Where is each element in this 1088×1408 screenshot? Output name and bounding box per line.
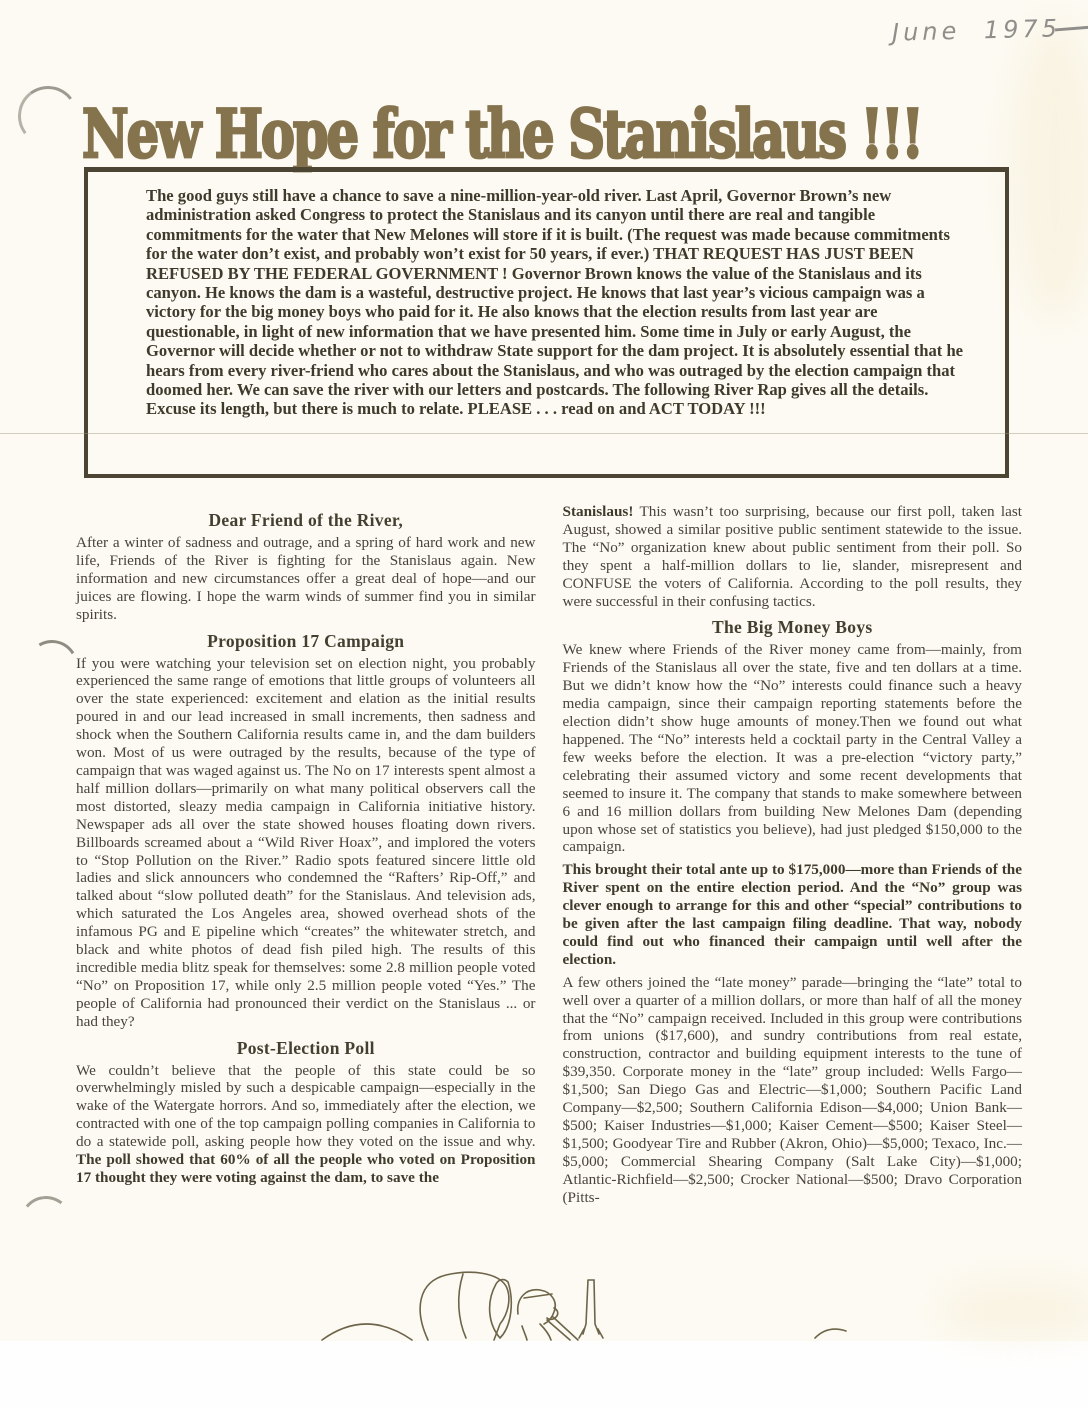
para-poll-bold: The poll showed that 60% of all the people who voted on Proposition 17 thought they were voting against the dam, to save the [76, 1151, 536, 1186]
handwritten-date-text: June 1975 [891, 14, 1062, 47]
scan-stain [1010, 20, 1088, 320]
para-total-ante: This brought their total ante up to $175,000—more than Friends of the River spent on the entire election period. And the “No” group was clever enough to arrange for this and other “special” contributions to be given after the last campaign filing deadline. That way, nobody could find out who financed their campaign until well after the election. [562, 861, 1022, 968]
handwritten-date [892, 13, 1088, 46]
para-poll-regular: We couldn’t believe that the people of this state could be so overwhelmingly misled by such a despicable campaign—especially in the wake of the Watergate horrors. And so, immediately after the election, we contracted with one of the top campaign polling companies in California to do a statewide poll, asking people how they voted on the issue and why. [76, 1061, 536, 1151]
rafter-illustration [300, 1268, 860, 1342]
body-columns [76, 503, 1022, 1212]
right-column [563, 503, 1023, 1212]
punch-hole-top [14, 82, 82, 150]
para-post-election-poll [76, 1062, 536, 1187]
para-dear-friend: After a winter of sadness and outrage, and a spring of hard work and new life, Friends of the River is fighting for the Stanislaus again. New information and new circumstances offer a great deal of hope—and our juices are flowing. I hope the warm winds of summer find you in similar spirits. [76, 534, 536, 623]
para-late-money: A few others joined the “late money” parade—bringing the “late” total to well over a quarter of a million dollars, or more than half of all the money that the “No” campaign received. Included in this group were contributions from unions ($17,600), and sundry contributions from real estate, construction, contractor and building equipment interests to the tune of $39,350. Corporate money in the “late” group included: Wells Fargo—$1,500; San Diego Gas and Electric—$1,000; Southern Pacific Land Company—$2,500; Southern California Edison—$4,000; Union Bank—$500; Kaiser Industries—$1,000; Kaiser Cement—$500; Kaiser Steel—$1,500; Goodyear Tire and Rubber (Akron, Ohio)—$5,000; Texaco, Inc.—$5,000; Commercial Shearing Company (Salt Lake City)—$1,000; Atlantic-Richfield—$2,500; Crocker National—$500; Dravo Corporation (Pitts- [562, 973, 1022, 1206]
scan-stain [940, 1280, 1088, 1340]
para-poll-continuation [563, 503, 1023, 610]
page-title: New Hope for the Stanislaus !!! [82, 96, 922, 174]
heading-dear-friend: Dear Friend of the River, [208, 510, 404, 530]
para-big-money: We knew where Friends of the River money came from—mainly, from Friends of the Stanislaus all over the state, five and ten dollars at a time. But we didn’t know how the “No” interests could finance such a heavy media campaign, since their campaign reporting statements before the election didn’t show huge amounts of money.Then we found out what happened. The “No” interests held a cocktail party in the Central Valley a few weeks before the election. It was a pre-election “victory party,” celebrating their assumed victory and some recent developments that seemed to insure it. The company that stands to make somewhere between 6 and 16 million dollars from building New Melones Dam (depending upon whose set of statistics you believe), had just pledged $150,000 to the campaign. [562, 641, 1022, 856]
left-column [76, 503, 536, 1212]
intro-box [84, 167, 1009, 478]
punch-hole-bottom [17, 1193, 74, 1250]
heading-proposition-17: Proposition 17 Campaign [207, 630, 405, 651]
para-proposition-17: If you were watching your television set on election night, you probably experienced the same range of emotions that little groups of volunteers all over the state experienced: excitement and elation as the initial results poured in and our lead increased in small increments, then sadness and shock when the Southern California results came in, and the dam builders won. Most of us were outraged by the results, because of the type of campaign that was waged against us. The No on 17 interests spent almost a half million dollars—primarily on what many political observers call the most distorted, sleazy media campaign in California initiative history. Newspaper ads all over the state showed houses floating down rivers. Billboards screamed about a “Wild River Hoax”, and implored the voters to “Stop Pollution on the River.” Radio spots featured sincere little old ladies and slick announcers who condemned the “Rafters’ Rip-Off,” and talked about “slow polluted death” for the Stanislaus. And television ads, which saturated the Los Angeles area, showed overhead shots of the infamous PG and E pipeline which “creates” the whitewater stretch, and black and white photos of dead fish piled high. The results of this incredible media blitz speak for themselves: some 2.8 million people voted “No” on Proposition 17, while only 2.5 million people voted “Yes.” The people of California had pronounced their verdict on the Stanislaus ... or had they? [76, 654, 536, 1030]
page-bottom-edge [0, 1341, 1088, 1408]
para-continuation-body: This wasn’t too surprising, because our first poll, taken last August, showed a similar positive public sentiment statewide to the issue. The “No” organization knew about public sentiment from their poll. So they spent a half-million dollars to lie, slander, misrepresent and CONFUSE the voters of California. According to the poll results, they were successful in their confusing tactics. [562, 503, 1022, 610]
punch-hole-middle [20, 634, 83, 697]
intro-box-text: The good guys still have a chance to save a nine-million-year-old river. Last April, Governor Brown’s new administration asked Congress to protect the Stanislaus and its canyon until there are real and tangible commitments for the water that New Melones will store if it is built. (The request was made because commitments for the water don’t exist, and probably won’t exist for 50 years, if ever.) THAT REQUEST HAS JUST BEEN REFUSED BY THE FEDERAL GOVERNMENT ! Governor Brown knows the value of the Stanislaus and its canyon. He knows the dam is a wasteful, destructive project. He knows that last year’s vicious campaign was a victory for the big money boys who paid for it. He also knows that the election results from last year are questionable, in light of new information that we have presented him. Some time in July or early August, the Governor will decide whether or not to withdraw State support for the dam project. It is absolutely essential that he hears from every river-friend who cares about the Stanislaus, and who was outraged by the election campaign that doomed her. We can save the river with our letters and postcards. The following River Rap gives all the details. Excuse its length, but there is much to relate. PLEASE . . . read on and ACT TODAY !!! [146, 186, 964, 419]
heading-post-election-poll: Post-Election Poll [236, 1037, 375, 1058]
para-continuation-lead: Stanislaus! [562, 503, 634, 520]
heading-big-money-boys: The Big Money Boys [712, 617, 873, 638]
crease-line [0, 433, 1088, 434]
